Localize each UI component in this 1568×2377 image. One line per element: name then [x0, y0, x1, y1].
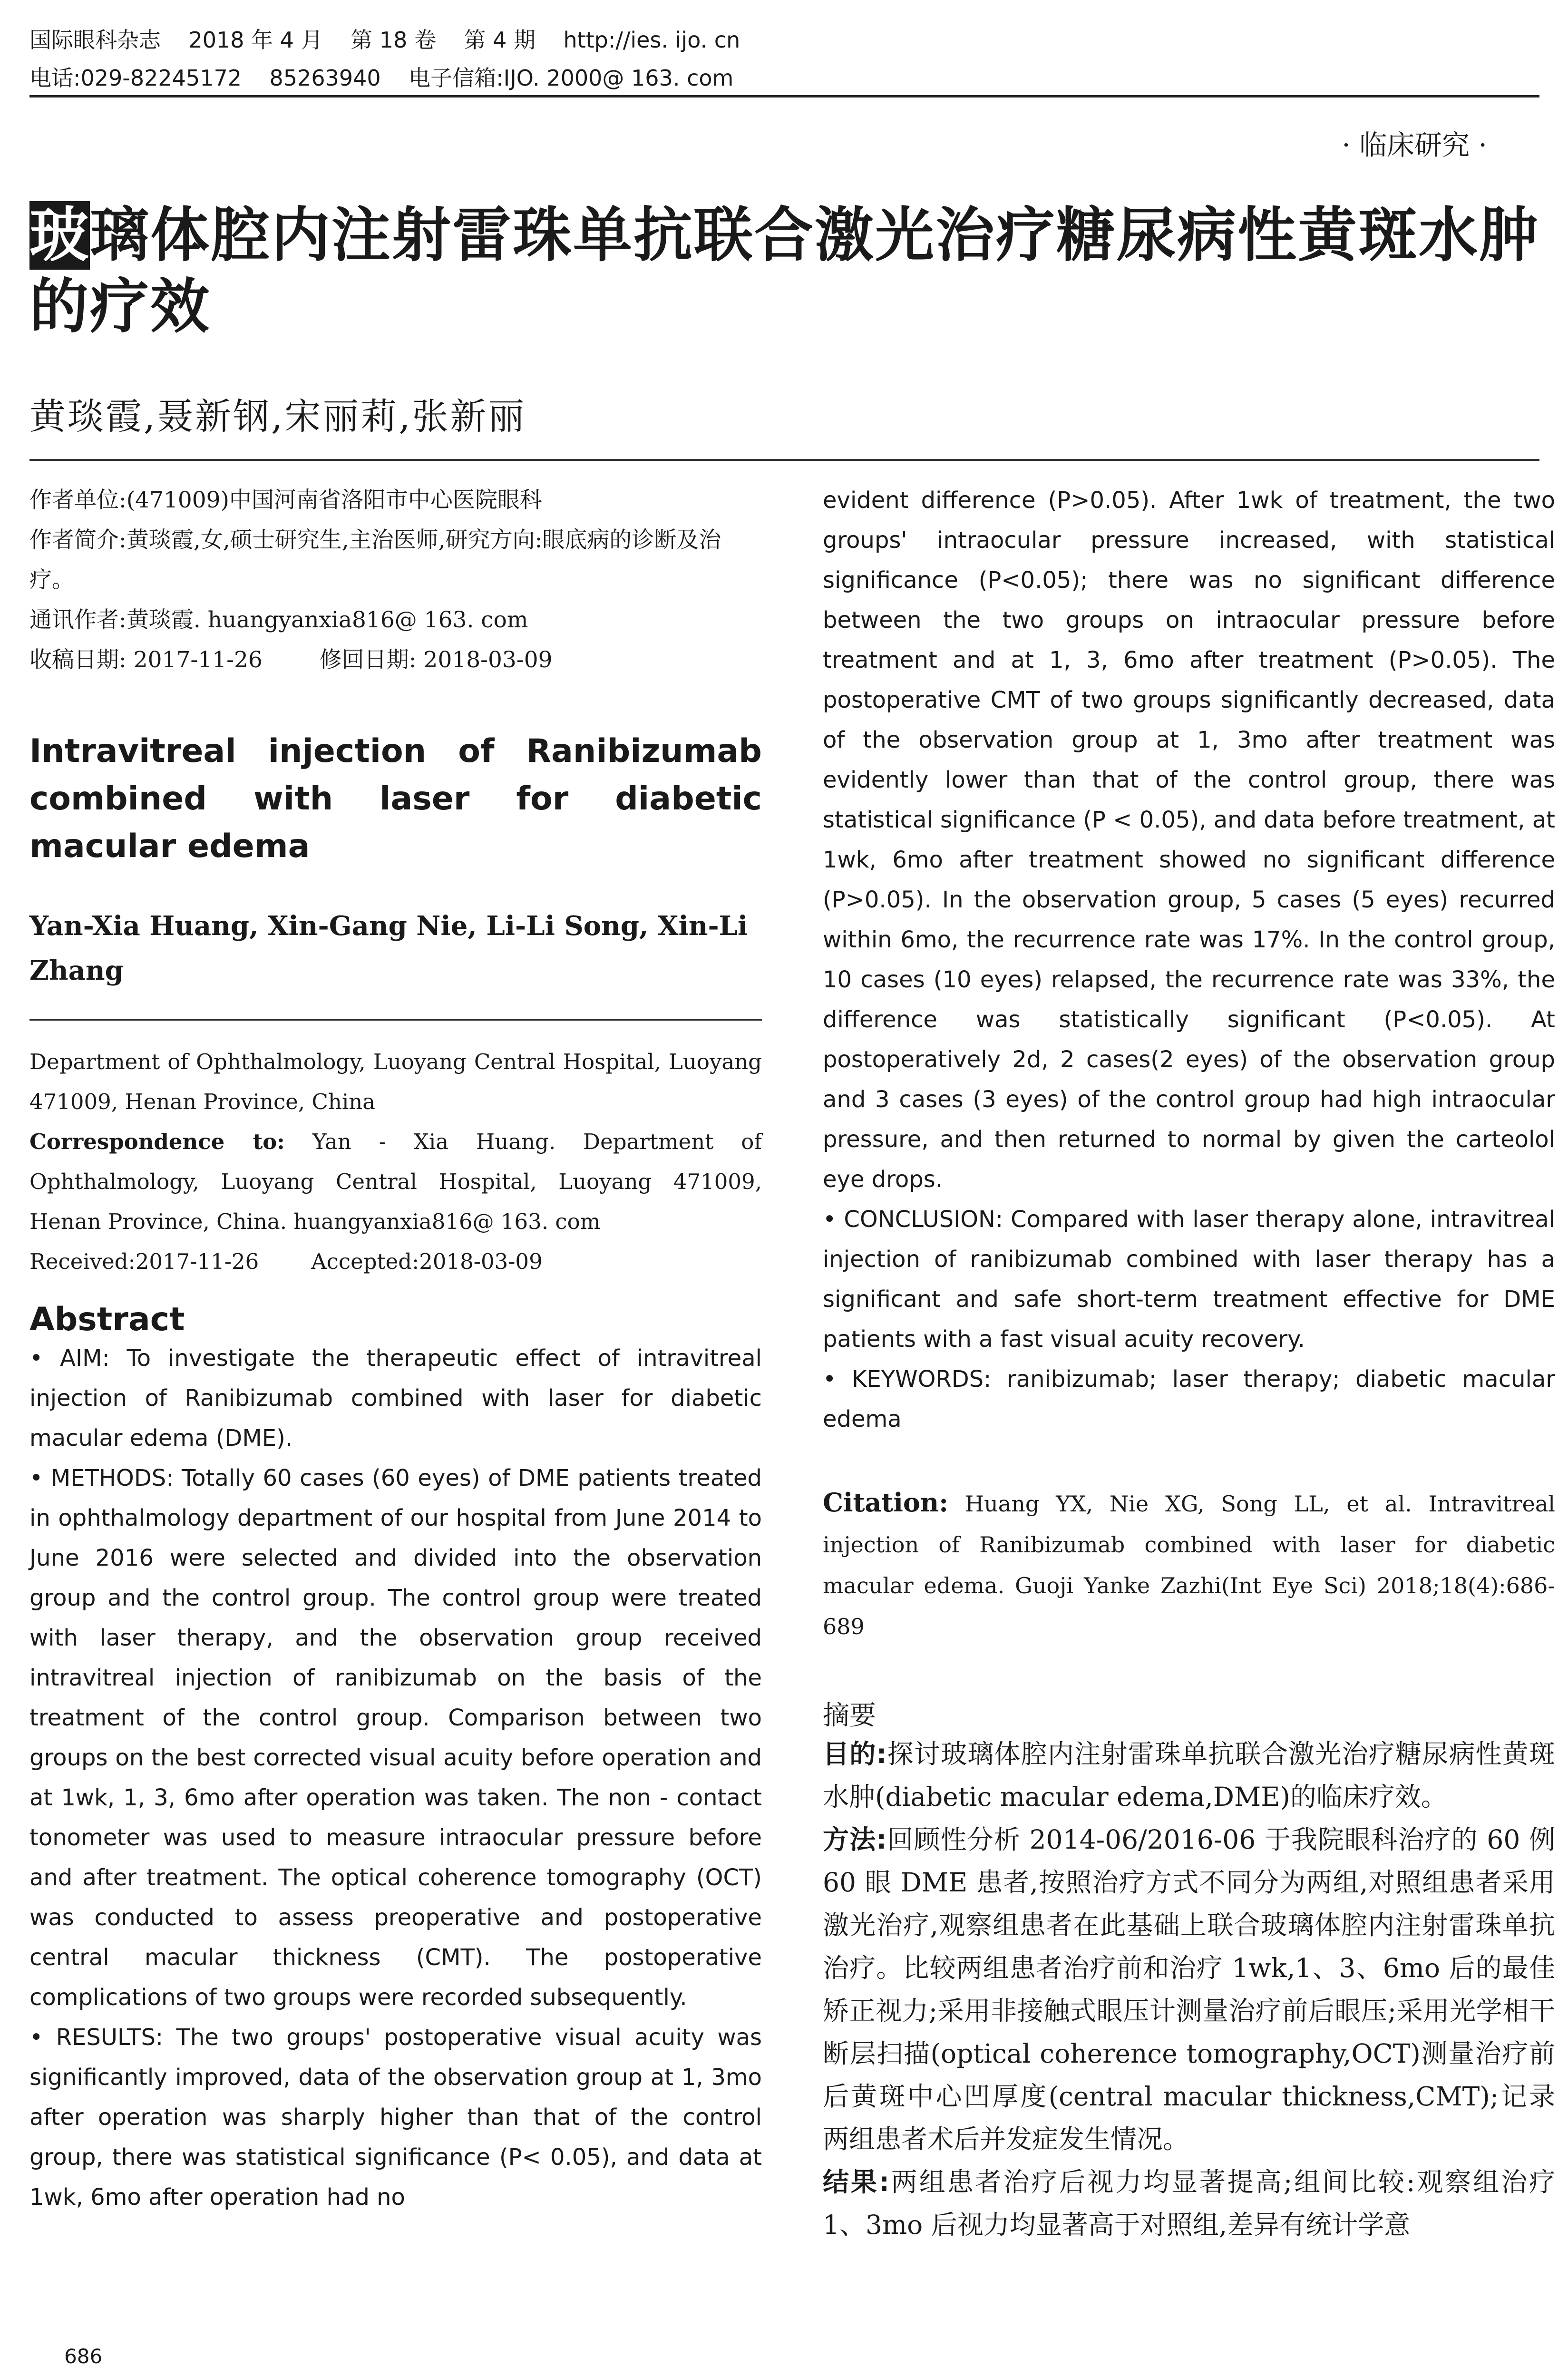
- section-tag: · 临床研究 ·: [1342, 129, 1487, 161]
- abstract-zh-results-label: 结果:: [823, 2167, 889, 2197]
- abstract-zh-results: [823, 2161, 1555, 2246]
- citation-label: Citation:: [823, 1487, 949, 1518]
- abstract-conclusion: • CONCLUSION: Compared with laser therapy alone, intravitreal injection of ranibizumab combined with laser therapy has a significant and safe short-term treatment effective for DME patients with a fast visual acuity recovery.: [823, 1206, 1555, 1353]
- title-rule: [29, 459, 1539, 461]
- abstract-zh-heading: 摘要: [823, 1700, 876, 1731]
- left-column: [29, 480, 762, 2217]
- revised-date-zh: 修回日期: 2018-03-09: [319, 647, 553, 673]
- citation: [823, 1482, 1555, 1647]
- author-info: [29, 480, 762, 680]
- page-number: 686: [64, 2345, 103, 2368]
- right-column: [823, 480, 1555, 2246]
- accepted-date-en: Accepted:2018-03-09: [311, 1249, 543, 1274]
- affiliation: [29, 1042, 762, 1282]
- title-highlight-char: 玻: [29, 201, 90, 270]
- abstract-heading: Abstract: [29, 1301, 185, 1338]
- abstract-zh-results-text: 两组患者治疗后视力均显著提高;组间比较:观察组治疗 1、3mo 后视力均显著高于对照组,差异有统计学意: [823, 2167, 1555, 2240]
- received-date-en: Received:2017-11-26: [29, 1249, 259, 1274]
- authors-zh: 黄琰霞,聂新钢,宋丽莉,张新丽: [29, 395, 526, 438]
- article-title-zh: [29, 200, 1547, 342]
- abstract-zh-aim: [823, 1733, 1555, 1818]
- abstract-results-part1: • RESULTS: The two groups' postoperative visual acuity was significantly improved, data of the observation group at 1, 3mo after operation was sharply higher than that of the control group, there was statistical significance (P< 0.05), and data at 1wk, 6mo after operation had no: [29, 2024, 762, 2211]
- correspondence-text: Yan - Xia Huang. Department of Ophthalmology, Luoyang Central Hospital, Luoyang 471009, Henan Province, China. huangyanxia816@ 163. com: [29, 1129, 762, 1234]
- journal-header-line1: 国际眼科杂志 2018 年 4 月 第 18 卷 第 4 期 http://ies. ijo. cn: [29, 27, 740, 53]
- abstract-keywords: • KEYWORDS: ranibizumab; laser therapy; diabetic macular edema: [823, 1366, 1555, 1432]
- abstract-zh-aim-label: 目的:: [823, 1739, 887, 1769]
- abstract-results-part2: evident difference (P>0.05). After 1wk of treatment, the two groups' intraocular pressure increased, with statistical significance (P<0.05); there was no significant difference between the two groups on intraocular pressure before treatment and at 1, 3, 6mo after treatment (P>0.05). The postoperative CMT of two groups significantly decreased, data of the observation group at 1, 3mo after treatment was evidently lower than that of the control group, there was statistical significance (P < 0.05), and data before treatment, at 1wk, 6mo after treatment showed no significant difference (P>0.05). In the observation group, 5 cases (5 eyes) recurred within 6mo, the recurrence rate was 17%. In the control group, 10 cases (10 eyes) relapsed, the recurrence rate was 33%, the difference was statistically significant (P<0.05). At postoperatively 2d, 2 cases(2 eyes) of the observation group and 3 cases (3 eyes) of the control group had high intraocular pressure, and then returned to normal by given the carteolol eye drops.: [823, 487, 1555, 1193]
- received-dates: [29, 640, 762, 680]
- author-intro: 作者简介:黄琰霞,女,硕士研究生,主治医师,研究方向:眼底病的诊断及治疗。: [29, 527, 721, 593]
- affiliation-dept: Department of Ophthalmology, Luoyang Central Hospital, Luoyang 471009, Henan Province, China: [29, 1049, 762, 1114]
- citation-text: Huang YX, Nie XG, Song LL, et al. Intravitreal injection of Ranibizumab combined with laser for diabetic macular edema. Guoji Yanke Zazhi(Int Eye Sci) 2018;18(4):686-689: [823, 1491, 1555, 1639]
- journal-header-line2: 电话:029-82245172 85263940 电子信箱:IJO. 2000@ 163. com: [29, 65, 734, 91]
- authors-rule: [29, 1019, 762, 1021]
- received-date-zh: 收稿日期: 2017-11-26: [29, 647, 263, 673]
- title-rest: 璃体腔内注射雷珠单抗联合激光治疗糖尿病性黄斑水肿的疗效: [29, 201, 1540, 341]
- authors-en: Yan-Xia Huang, Xin-Gang Nie, Li-Li Song, Xin-Li Zhang: [29, 910, 748, 986]
- abstract-zh-aim-text: 探讨玻璃体腔内注射雷珠单抗联合激光治疗糖尿病性黄斑水肿(diabetic macular edema,DME)的临床疗效。: [823, 1739, 1555, 1812]
- correspondence-label: Correspondence to:: [29, 1129, 285, 1154]
- abstract-zh-methods: [823, 1818, 1555, 2161]
- abstract-aim: • AIM: To investigate the therapeutic effect of intravitreal injection of Ranibizumab combined with laser for diabetic macular edema (DME).: [29, 1345, 762, 1452]
- author-unit: 作者单位:(471009)中国河南省洛阳市中心医院眼科: [29, 487, 542, 513]
- abstract-zh-methods-label: 方法:: [823, 1824, 887, 1855]
- article-title-en: Intravitreal injection of Ranibizumab combined with laser for diabetic macular edema: [29, 732, 762, 865]
- header-rule: [29, 95, 1539, 97]
- abstract-methods: • METHODS: Totally 60 cases (60 eyes) of DME patients treated in ophthalmology department of our hospital from June 2014 to June 2016 were selected and divided into the observation group and the control group. The control group were treated with laser therapy, and the observation group received intravitreal injection of ranibizumab on the basis of the treatment of the control group. Comparison between two groups on the best corrected visual acuity before operation and at 1wk, 1, 3, 6mo after operation was taken. The non - contact tonometer was used to measure intraocular pressure before and after treatment. The optical coherence tomography (OCT) was conducted to assess preoperative and postoperative central macular thickness (CMT). The postoperative complications of two groups were recorded subsequently.: [29, 1465, 762, 2011]
- corresponding-author: 通讯作者:黄琰霞. huangyanxia816@ 163. com: [29, 607, 528, 633]
- abstract-zh-methods-text: 回顾性分析 2014-06/2016-06 于我院眼科治疗的 60 例 60 眼 DME 患者,按照治疗方式不同分为两组,对照组患者采用激光治疗,观察组患者在此基础上联合玻璃体腔内注射雷珠单抗治疗。比较两组患者治疗前和治疗 1wk,1、3、6mo 后的最佳矫正视力;采用非接触式眼压计测量治疗前后眼压;采用光学相干断层扫描(optical coherence tomography,OCT)测量治疗前后黄斑中心凹厚度(central macular thickness,CMT);记录两组患者术后并发症发生情况。: [823, 1824, 1555, 2154]
